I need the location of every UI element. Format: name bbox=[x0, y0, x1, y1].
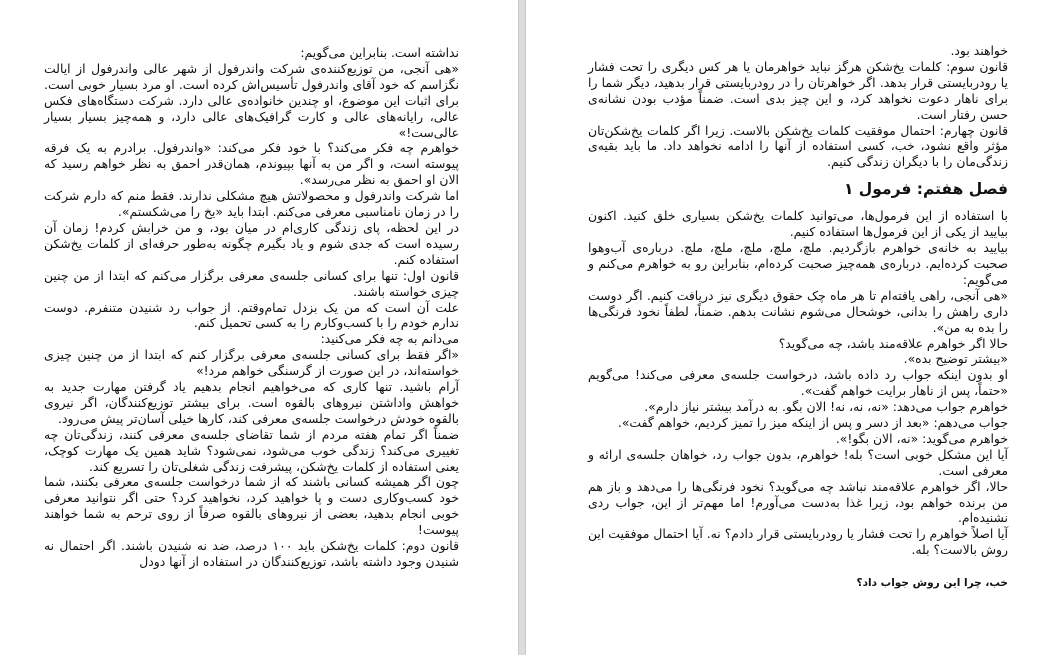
paragraph: خواهرم می‌گوید: «نه، الان بگو!». bbox=[835, 430, 1008, 446]
section-subheading: خب، چرا این روش جواب داد؟ bbox=[856, 577, 1008, 590]
paragraph: قانون دوم: کلمات یخ‌شکن باید ۱۰۰ درصد، ضد نه شنیدن باشند. اگر احتمال نه شنیدن وجود داشته باشد، توزیع‌کنندگان در استفاده از آنها دودل bbox=[44, 538, 459, 569]
paragraph: آیا این مشکل خوبی است؟ بله! خواهرم، بدون جواب رد، خواهان جلسه‌ی ارائه و معرفی است. bbox=[588, 446, 1008, 478]
paragraph: حالا اگر خواهرم علاقه‌مند باشد، چه می‌گوید؟ bbox=[778, 335, 1008, 351]
paragraph: «اگر فقط برای کسانی جلسه‌ی معرفی برگزار کنم که ابتدا از من چنین چیزی خواسته‌اند، در این صورت از گرسنگی خواهم مرد!» bbox=[44, 347, 459, 379]
paragraph: قانون چهارم: احتمال موفقیت کلمات یخ‌شکن بالاست. زیرا اگر کلمات یخ‌شکن‌تان مؤثر واقع نشود، خب، کسی استفاده از آنها را ادامه نخواهد داد. ما باید بقیه‌ی زندگی‌مان را با دیگران زندگی کنیم. bbox=[588, 122, 1008, 170]
left-page bbox=[0, 0, 518, 655]
paragraph: با استفاده از این فرمول‌ها، می‌توانید کلمات یخ‌شکن بسیاری خلق کنید. اکنون بیایید از یکی از این فرمول‌ها استفاده کنیم. bbox=[588, 208, 1008, 240]
page-gutter bbox=[518, 0, 526, 655]
paragraph: او بدون اینکه جواب رد داده باشد، درخواست جلسه‌ی معرفی می‌کند! می‌گویم «حتماً، پس از ناهار برایت خواهم گفت». bbox=[588, 367, 1008, 399]
paragraph: چون اگر همیشه کسانی باشند که از شما درخواست جلسه‌ی معرفی بکنند، شما خود کسب‌وکاری دست و پا خواهید کرد، نخواهید کرد؟ حتی اگر نتوانید معرفی خوبی انجام بدهید، بعضی از نیروهای بالقوه صرفاً از روی ترحم به شما خواهند پیوست! bbox=[44, 474, 459, 538]
paragraph: «بیشتر توضیح بده». bbox=[903, 351, 1008, 367]
paragraph: اما شرکت واندرفول و محصولاتش هیچ مشکلی ندارند. فقط منم که دارم شرکت را در زمان نامناسبی معرفی می‌کنم. ابتدا باید «یخ را می‌شکستم». bbox=[44, 188, 459, 220]
paragraph: حالا، اگر خواهرم علاقه‌مند نباشد چه می‌گوید؟ نخود فرنگی‌ها را می‌دهد و باز هم من برنده خواهم بود، زیرا غذا به‌دست می‌آورم! اما مهم‌تر از این، جواب ردی نشنیده‌ام. bbox=[588, 478, 1008, 526]
paragraph: خواهند بود. bbox=[950, 43, 1008, 58]
paragraph: ضمناً اگر تمام هفته مردم از شما تقاضای جلسه‌ی معرفی کنند، زندگی‌تان چه تغییری می‌کند؟ زندگی خوب می‌شود، نمی‌شود؟ شاید همین یک مهارت کوچک، یعنی استفاده از کلمات یخ‌شکن، پیشرفت زندگی شغلی‌تان را تسریع کند. bbox=[44, 426, 459, 474]
paragraph: قانون اول: تنها برای کسانی جلسه‌ی معرفی برگزار می‌کنم که ابتدا از من چنین چیزی خواسته باشند. bbox=[44, 267, 459, 299]
paragraph: قانون سوم: کلمات یخ‌شکن هرگز نباید خواهرمان یا هر کس دیگری را تحت فشار یا رودربایستی قرار بدهد. اگر خواهرتان را در رودربایستی قرار بدهید، دیگر شما را برای ناهار دعوت نخواهد کرد، و این چیز بدی است. ضمناً مؤدب بودن نشانه‌ی حسن رفتار است. bbox=[588, 58, 1008, 122]
paragraph: جواب می‌دهم: «بعد از دسر و پس از اینکه میز را تمیز کردیم، خواهم گفت». bbox=[617, 415, 1008, 431]
paragraph: خواهرم جواب می‌دهد: «نه، نه، نه! الان بگو. به درآمد بیشتر نیاز دارم». bbox=[644, 399, 1008, 415]
paragraph: نداشته است. بنابراین می‌گویم: bbox=[300, 45, 459, 60]
paragraph: در این لحظه، پای زندگی کاری‌ام در میان بود، و من خرابش کردم! زمان آن رسیده است که جدی شوم و یاد بگیرم چگونه به‌طور حرفه‌ای از کلمات یخ‌شکن استفاده کنم. bbox=[44, 219, 459, 267]
paragraph: خواهرم چه فکر می‌کند؟ با خود فکر می‌کند: «واندرفول. برادرم به یک فرقه پیوسته است، و اگر من به آنها بپیوندم، همان‌قدر احمق به نظر خواهم رسید که الان او احمق به نظر می‌رسد». bbox=[44, 140, 459, 188]
paragraph: بیایید به خانه‌ی خواهرم بازگردیم. ملچ، ملچ، ملچ، ملچ، ملچ. درباره‌ی آب‌وهوا صحبت کرده‌ایم. درباره‌ی همه‌چیز صحبت کرده‌ام، بنابراین رو به خواهرم می‌کنم و می‌گویم: bbox=[588, 240, 1008, 287]
paragraph: آیا اصلاً خواهرم را تحت فشار یا رودربایستی قرار دادم؟ نه. آیا احتمال موفقیت این روش بالاست؟ بله. bbox=[588, 526, 1008, 558]
left-page-text bbox=[44, 45, 459, 570]
paragraph: «هی آنجی، راهی یافته‌ام تا هر ماه چک حقوق دیگری نیز دریافت کنیم. اگر دوست داری راهش را بدانی، خوشحال می‌شوم نشانت بدهم. ضمناً، لطفاً نخود فرنگی‌ها را بده به من». bbox=[588, 287, 1008, 335]
paragraph: آرام باشید. تنها کاری که می‌خواهیم انجام بدهیم یاد گرفتن مهارت جدید به خواهش واداشتن نیروهای بالقوه است. برای بیشتر توزیع‌کنندگان، اگر نیروی بالقوه خودش درخواست جلسه‌ی معرفی کند، کارها خیلی آسان‌تر پیش می‌رود. bbox=[44, 379, 459, 426]
paragraph: می‌دانم به چه فکر می‌کنید: bbox=[320, 331, 459, 347]
paragraph: علت آن است که من یک بزدل تمام‌وقتم. از جواب رد شنیدن متنفرم. دوست ندارم خودم را با کسب‌وکارم را به کسی تحمیل کنم. bbox=[44, 299, 459, 331]
paragraph: «هی آنجی، من توزیع‌کننده‌ی شرکت واندرفول از شهر عالی واندرفول از ایالت نگزاسم که خود آقای واندرفول تأسیس‌اش کرده است. او مرد بسیار خوبی است. برای اثبات این موضوع، او چندین خانواده‌ی عالی دارد. شرکت دستگاه‌های فکس عالی، رایانه‌های عالی و کارت گرافیک‌های عالی دارد، و همه‌چیز بسیار بسیار عالی‌ست!» bbox=[44, 60, 459, 140]
right-page-text bbox=[588, 43, 1008, 592]
chapter-heading: فصل هفتم: فرمول ۱ bbox=[843, 180, 1008, 199]
right-page bbox=[526, 0, 1045, 655]
